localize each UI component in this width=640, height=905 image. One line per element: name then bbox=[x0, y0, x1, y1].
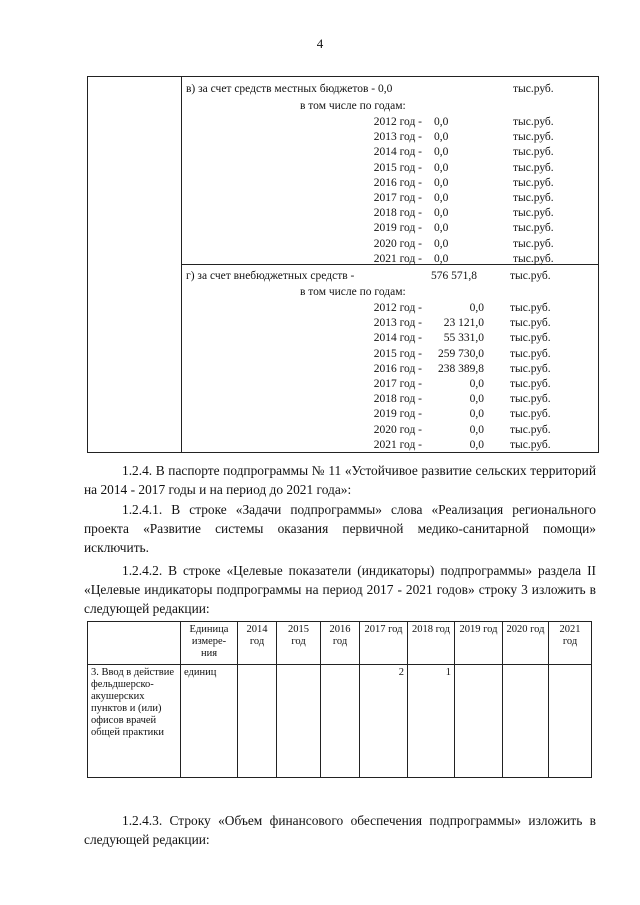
paragraph-1-2-4 bbox=[84, 461, 596, 499]
header-year: 2020 год bbox=[503, 622, 549, 665]
year-value: 238 389,8 bbox=[438, 362, 484, 375]
year-unit: тыс.руб. bbox=[513, 176, 554, 189]
year-unit: тыс.руб. bbox=[513, 131, 554, 144]
year-label: 2020 год - bbox=[373, 237, 422, 250]
year-unit: тыс.руб. bbox=[510, 302, 551, 314]
row-label: 3. Ввод в действие фельдшерско-акушерских пунктов и (или) офисов врачей общей практики bbox=[88, 665, 181, 778]
year-label: 2021 год - bbox=[373, 252, 422, 265]
year-value: 0,0 bbox=[434, 116, 449, 128]
year-label: 2015 год - bbox=[373, 161, 422, 174]
local-budget-total: 0,0 bbox=[378, 83, 393, 95]
year-label: 2016 год - bbox=[373, 362, 422, 375]
year-unit: тыс.руб. bbox=[510, 378, 551, 390]
row-value bbox=[321, 665, 360, 778]
row-value bbox=[238, 665, 277, 778]
header-year: 2019 год bbox=[455, 622, 503, 665]
year-value: 0,0 bbox=[469, 302, 484, 314]
extra-budget-total: 576 571,8 bbox=[431, 270, 477, 282]
year-unit: тыс.руб. bbox=[513, 207, 554, 220]
header-year: 2018 год bbox=[408, 622, 455, 665]
year-value: 0,0 bbox=[434, 222, 449, 235]
year-value: 23 121,0 bbox=[443, 317, 484, 330]
local-budget-title: в) за счет средств местных бюджетов - bbox=[186, 83, 376, 95]
year-label: 2018 год - bbox=[373, 207, 422, 220]
year-unit: тыс.руб. bbox=[510, 332, 551, 345]
year-label: 2017 год - bbox=[373, 378, 422, 390]
paragraph-text: 1.2.4.3. Строку «Объем финансового обеспечения подпрограммы» изложить в следующей редакции: bbox=[84, 813, 596, 847]
year-value: 0,0 bbox=[469, 378, 484, 390]
year-unit: тыс.руб. bbox=[513, 192, 554, 204]
row-value: 2 bbox=[360, 665, 408, 778]
row-value bbox=[503, 665, 549, 778]
year-label: 2014 год - bbox=[373, 332, 422, 345]
page-number: 4 bbox=[316, 36, 324, 51]
header-year: 2017 год bbox=[360, 622, 408, 665]
local-budget-unit: тыс.руб. bbox=[513, 83, 554, 95]
year-value: 0,0 bbox=[469, 423, 484, 436]
year-value: 0,0 bbox=[434, 192, 449, 204]
year-value: 0,0 bbox=[434, 207, 449, 220]
year-value: 0,0 bbox=[434, 252, 449, 265]
year-value: 0,0 bbox=[434, 237, 449, 250]
year-unit: тыс.руб. bbox=[510, 423, 551, 436]
year-label: 2013 год - bbox=[373, 131, 422, 144]
year-label: 2019 год - bbox=[373, 408, 422, 421]
header-year: 2014 год bbox=[238, 622, 277, 665]
year-unit: тыс.руб. bbox=[510, 347, 551, 360]
year-value: 0,0 bbox=[469, 438, 484, 451]
year-unit: тыс.руб. bbox=[510, 317, 551, 330]
header-year: 2016 год bbox=[321, 622, 360, 665]
funding-table bbox=[87, 76, 599, 453]
extra-budget-subtitle: в том числе по годам: bbox=[300, 286, 406, 298]
header-year: 2015 год bbox=[277, 622, 321, 665]
year-value: 259 730,0 bbox=[438, 347, 484, 360]
row-unit: единиц bbox=[181, 665, 238, 778]
header-year: 2021 год bbox=[549, 622, 592, 665]
year-label: 2018 год - bbox=[373, 393, 422, 406]
paragraph-1-2-4-2 bbox=[84, 561, 596, 618]
year-label: 2015 год - bbox=[373, 347, 422, 360]
paragraph-1-2-4-1 bbox=[84, 500, 596, 557]
row-value bbox=[549, 665, 592, 778]
year-unit: тыс.руб. bbox=[510, 393, 551, 406]
year-value: 0,0 bbox=[434, 161, 449, 174]
header-unit: Единица измере-ния bbox=[181, 622, 238, 665]
year-unit: тыс.руб. bbox=[513, 222, 554, 235]
year-unit: тыс.руб. bbox=[510, 438, 551, 451]
year-label: 2017 год - bbox=[373, 192, 422, 204]
funding-table-left-cell bbox=[88, 77, 182, 452]
header-empty-cell bbox=[88, 622, 181, 665]
paragraph-1-2-4-3 bbox=[84, 811, 596, 849]
paragraph-text: 1.2.4.1. В строке «Задачи подпрограммы» слова «Реализация регионального проекта «Развитие системы оказания первичной медико-санитарной помощи» исключить. bbox=[84, 502, 596, 555]
year-value: 0,0 bbox=[434, 146, 449, 159]
year-unit: тыс.руб. bbox=[513, 161, 554, 174]
year-value: 0,0 bbox=[469, 393, 484, 406]
year-label: 2013 год - bbox=[373, 317, 422, 330]
row-value: 1 bbox=[408, 665, 455, 778]
year-value: 0,0 bbox=[434, 131, 449, 144]
year-unit: тыс.руб. bbox=[513, 237, 554, 250]
extra-budget-title: г) за счет внебюджетных средств - bbox=[186, 270, 355, 282]
year-label: 2012 год - bbox=[373, 302, 422, 314]
indicator-table-header bbox=[88, 622, 592, 665]
year-unit: тыс.руб. bbox=[513, 116, 554, 128]
year-label: 2019 год - bbox=[373, 222, 422, 235]
year-value: 0,0 bbox=[434, 176, 449, 189]
paragraph-text: 1.2.4.2. В строке «Целевые показатели (индикаторы) подпрограммы» раздела II «Целевые индикаторы подпрограммы на период 2017 - 2021 годов» строку 3 изложить в следующей редакции: bbox=[84, 563, 596, 616]
year-unit: тыс.руб. bbox=[510, 362, 551, 375]
indicator-table-row bbox=[88, 665, 592, 778]
year-unit: тыс.руб. bbox=[510, 408, 551, 421]
year-label: 2012 год - bbox=[373, 116, 422, 128]
year-label: 2014 год - bbox=[373, 146, 422, 159]
year-label: 2021 год - bbox=[373, 438, 422, 451]
row-value bbox=[455, 665, 503, 778]
year-value: 55 331,0 bbox=[443, 332, 484, 345]
local-budget-subtitle: в том числе по годам: bbox=[300, 100, 406, 112]
extra-budget-unit: тыс.руб. bbox=[510, 270, 551, 282]
year-value: 0,0 bbox=[469, 408, 484, 421]
year-label: 2016 год - bbox=[373, 176, 422, 189]
year-label: 2020 год - bbox=[373, 423, 422, 436]
indicator-table bbox=[87, 621, 592, 778]
year-unit: тыс.руб. bbox=[513, 252, 554, 265]
row-value bbox=[277, 665, 321, 778]
paragraph-text: 1.2.4. В паспорте подпрограммы № 11 «Устойчивое развитие сельских территорий на 2014 - 2017 годы и на период до 2021 года»: bbox=[84, 463, 596, 497]
year-unit: тыс.руб. bbox=[513, 146, 554, 159]
